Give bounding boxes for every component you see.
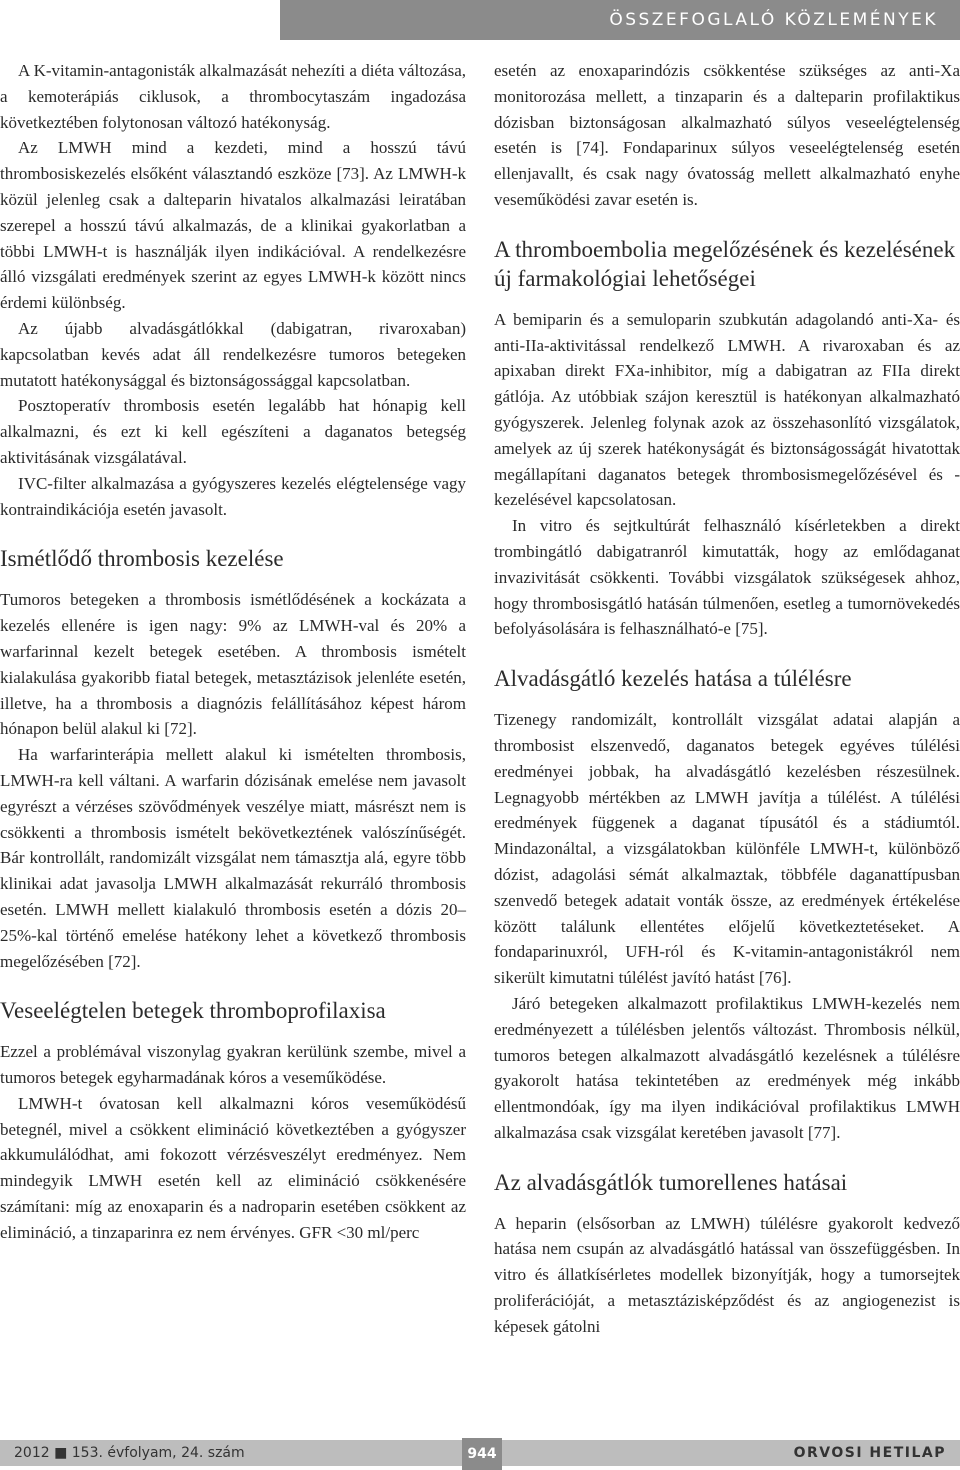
paragraph: Ha warfarinterápia mellett alakul ki ismételten thrombosis, LMWH-ra kell váltani. A warfarin dózisának emelése nem javasolt egyrészt a vérzéses szövődmények veszélye miatt, másrészt nem is csökkenti a thrombosis ismételt bekövetkeztének valószínűségét. Bár kontrollált, randomizált vizsgálat nem támasztja alá, egyre több klinikai adat javasolja LMWH alkalmazását rekurráló thrombosis esetén. LMWH mellett kialakuló thrombosis esetén a dózis 20–25%-kal történő emelése hatékony lehet a következő thrombosis megelőzésében [72]. <box>0 745 466 971</box>
section-heading-new-pharmacology: A thromboembolia megelőzésének és kezelésének új farmakológiai lehetőségei <box>494 236 956 291</box>
paragraph: Az újabb alvadásgátlókkal (dabigatran, rivaroxaban) kapcsolatban kevés adat áll rendelkezésre tumoros betegeken mutatott hatékonysággal és biztonságossággal kapcsolatban. <box>0 318 466 390</box>
paragraph: Ezzel a problémával viszonylag gyakran kerülünk szembe, mivel a tumoros betegek egyharmadának kóros a veseműködése. <box>0 1042 466 1088</box>
footer-issue <box>0 1440 462 1466</box>
page-number: 944 <box>462 1438 502 1470</box>
section-header <box>280 0 960 40</box>
paragraph: A K-vitamin-antagonisták alkalmazását nehezíti a diéta változása, a kemoterápiás ciklusok, a thrombocytaszám ingadozása következtében folytonosan változó hatékonyság. <box>0 61 466 132</box>
paragraph: Az LMWH mind a kezdeti, mind a hosszú távú thrombosiskezelés elsőként választandó eszköze [73]. Az LMWH-k közül jelenleg csak a dalteparin hivatalos alkalmazási leiratában szerepel a hosszú távú alkalmazás, de a klinikai gyakorlatban a többi LMWH-t is használják ilyen indikációval. A rendelkezésre álló vizsgálati eredmények szerint az egyes LMWH-k között nincs érdemi különbség. <box>0 138 466 313</box>
paragraph: A heparin (elsősorban az LMWH) túlélésre gyakorolt kedvező hatása nem csupán az alvadásgátló hatással van összefüggésben. In vitro és állatkísérletes modellek bizonyítják, hogy a tumorsejtek proliferációját, a metasztázisképződést és az angiogenezist is képesek gátolni <box>494 1213 960 1336</box>
left-column <box>0 58 466 1246</box>
section-label: ÖSSZEFOGLALÓ KÖZLEMÉNYEK <box>609 10 938 30</box>
footer-journal <box>502 1440 960 1466</box>
paragraph: esetén az enoxaparindózis csökkentése szükséges az anti-Xa monitorozása mellett, a tinzaparin és a dalteparin profilaktikus dózisban biztonságosan alkalmazható súlyos veseelégtelenség esetén is [74]. Fondaparinux súlyos veseelégtelenség esetén ellenjavallt, és csak nagy óvatosság mellett alkalmazható enyhe veseműködési zavar esetén is. <box>494 61 960 209</box>
section-heading-recurrent-thrombosis: Ismétlődő thrombosis kezelése <box>0 546 284 572</box>
paragraph: LMWH-t óvatosan kell alkalmazni kóros veseműködésű betegnél, mivel a csökkent elimináció következtében a gyógyszer akkumulálódhat, ami fokozott vérzésveszélyt eredményez. Nem mindegyik LMWH esetén kell az elimináció csökkenésére számítani: míg az enoxaparin és a nadroparin esetében csökkent az elimináció, a tinzaparinra ez nem érvényes. GFR <30 ml/perc <box>0 1093 466 1242</box>
section-heading-antitumor: Az alvadásgátlók tumorellenes hatásai <box>494 1169 848 1195</box>
paragraph: Járó betegeken alkalmazott profilaktikus LMWH-kezelés nem eredményezett a túlélésben jelentős változást. Thrombosis nélkül, tumoros betegen alkalmazott alvadásgátló kezelésnek a túlélésre gyakorolt hatása tekintetében az eredmények még inkább ellentmondóak, így ma ilyen indikációval profilaktikus LMWH alkalmazása csak vizsgálat keretében javasolt [77]. <box>494 993 960 1142</box>
right-column <box>494 58 960 1340</box>
page-footer <box>0 1438 960 1470</box>
paragraph: IVC-filter alkalmazása a gyógyszeres kezelés elégtelensége vagy kontraindikációja esetén javasolt. <box>0 473 466 519</box>
paragraph: A bemiparin és a semuloparin szubkután adagolandó anti-Xa- és anti-IIa-aktivitással rendelkező LMWH. A rivaroxaban és az apixaban direkt FXa-inhibitor, míg a dabigatran az FIIa direkt gátlója. Az utóbbiak szájon keresztül is hatékonyan alkalmazható gyógyszerek. Jelenleg folynak azok az összehasonlító vizsgálatok, amelyek az új szerek hatékonyságát és biztonságosságát hivatottak megállapítani daganatos betegek thrombosismegelőzésével és -kezelésével kapcsolatosan. <box>494 309 960 510</box>
issue-info: 2012 ■ 153. évfolyam, 24. szám <box>14 1445 245 1461</box>
paragraph: Tizenegy randomizált, kontrollált vizsgálat adatai alapján a thrombosist elszenvedő, daganatos betegek egyéves túlélési eredményei jobbak, ha alvadásgátló kezelésben részesülnek. Legnagyobb mértékben az LMWH javítja a túlélést. A túlélési eredmények függenek a daganat típusától és a stádiumtól. Mindazonáltal, a vizsgálatokban különféle LMWH-t, különböző dózist, adagolási sémát alkalmaztak, többféle daganattípusban szenvedő betegek adatait vonták össze, az eredmények értékelése között találunk ellentétes előjelű következtetéseket. A fondaparinuxról, UFH-ról és K-vitamin-antagonistákról nem sikerült kimutatni túlélést javító hatást [76]. <box>494 710 960 988</box>
paragraph: Tumoros betegeken a thrombosis ismétlődésének a kockázata a kezelés ellenére is igen nagy: 9% az LMWH-val és 20% a warfarinnal kezelt betegek esetében. A thrombosis ismételt kialakulása gyakoribb fiatal betegek, metasztázisok jelenléte esetén, illetve, ha a thrombosis a diagnózis felállításához képest három hónapon belül alakul ki [72]. <box>0 590 466 739</box>
section-heading-renal-failure: Veseelégtelen betegek thromboprofilaxisa <box>0 998 386 1024</box>
section-heading-survival: Alvadásgátló kezelés hatása a túlélésre <box>494 666 852 692</box>
journal-title: ORVOSI HETILAP <box>793 1445 946 1461</box>
paragraph: Posztoperatív thrombosis esetén legalább hat hónapig kell alkalmazni, és ezt ki kell egészíteni a daganatos betegség aktivitásának vizsgálatával. <box>0 396 466 467</box>
paragraph: In vitro és sejtkultúrát felhasználó kísérletekben a direkt trombingátló dabigatranról kimutatták, hogy az emlődaganat invazivitását csökkenti. További vizsgálatok szükségesek ahhoz, hogy thrombosisgátló hatásán túlmenően, esetleg a tumornövekedés befolyásolására is felhasználható-e [75]. <box>494 516 960 639</box>
